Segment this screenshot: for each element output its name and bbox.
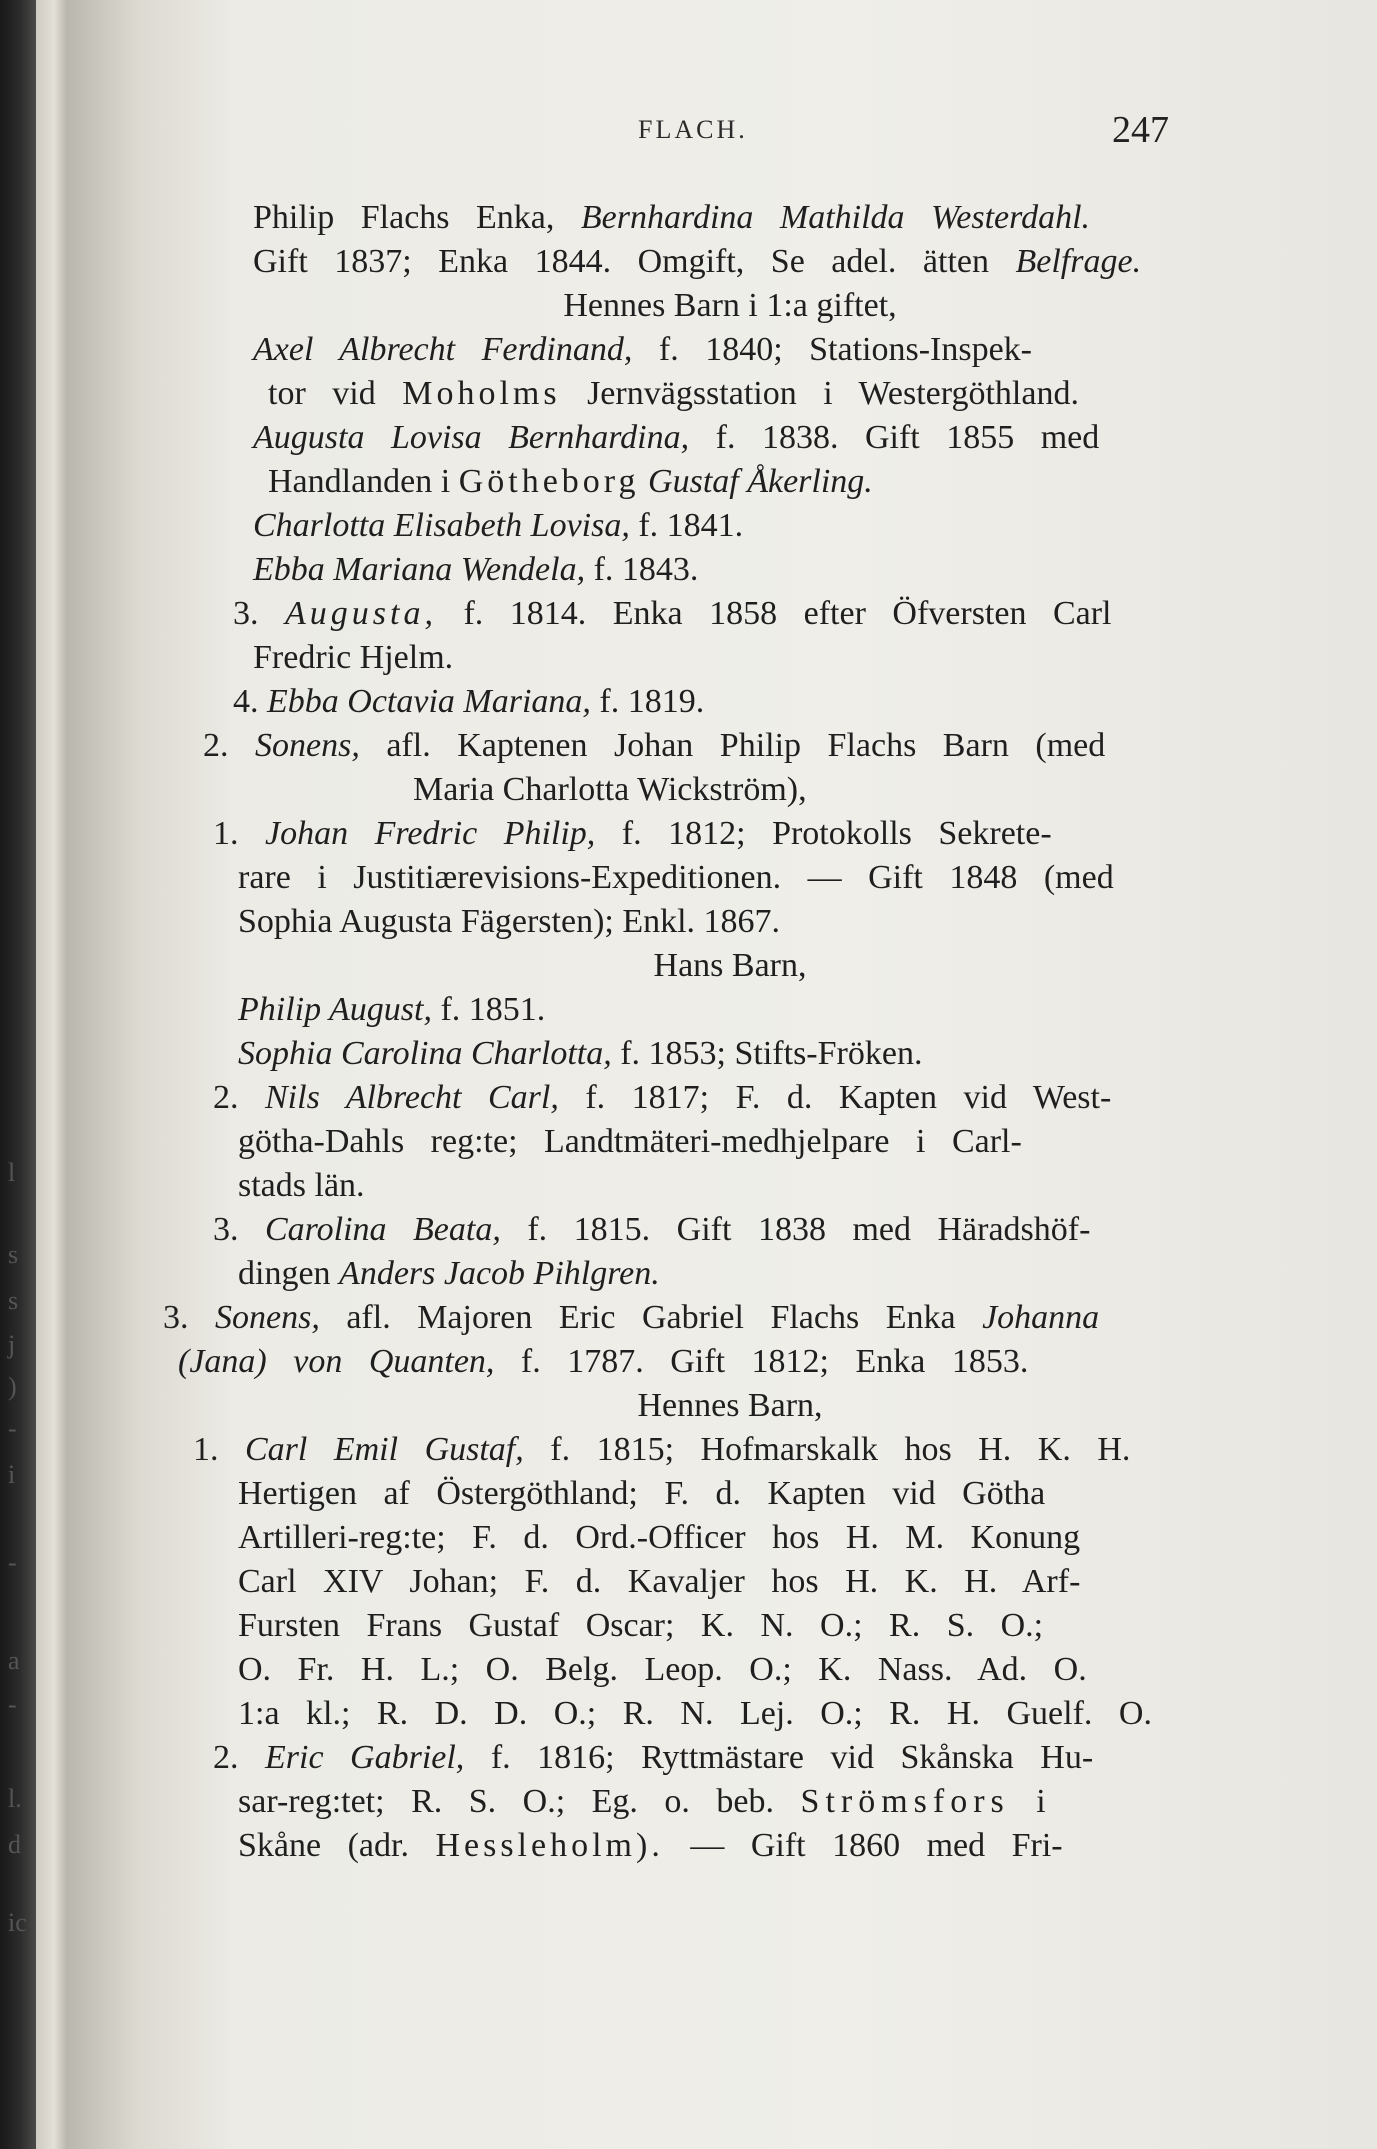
text-segment: Johanna xyxy=(982,1299,1100,1336)
text-segment: tor vid xyxy=(268,375,403,412)
text-segment: Sonens, xyxy=(255,727,360,764)
text-line xyxy=(413,768,807,812)
text-line xyxy=(253,548,698,592)
text-line xyxy=(253,328,1032,372)
text-segment: Artilleri-reg:te; F. d. Ord.-Officer hos H. M. Konung xyxy=(238,1519,1081,1556)
text-line xyxy=(238,1692,1152,1736)
text-segment: Handlanden i xyxy=(268,463,459,500)
text-segment: Nils Albrecht Carl, xyxy=(265,1079,559,1116)
text-line xyxy=(253,240,1141,284)
text-segment: sar-reg:tet; R. S. O.; Eg. o. beb. xyxy=(238,1783,801,1820)
text-line xyxy=(163,1296,1099,1340)
text-segment: 2. xyxy=(213,1739,265,1776)
text-segment: f. 1819. xyxy=(590,683,705,720)
text-segment: 1:a kl.; R. D. D. O.; R. N. Lej. O.; R. H. Guelf. O. xyxy=(238,1695,1152,1732)
text-line xyxy=(238,1604,1043,1648)
text-segment: Jernvägsstation i Westergöthland. xyxy=(560,375,1079,412)
text-segment: — Gift 1860 med Fri- xyxy=(663,1827,1063,1864)
facing-page-edge xyxy=(36,0,66,2149)
text-segment: Hennes Barn, xyxy=(637,1387,823,1424)
text-line xyxy=(238,1252,660,1296)
text-line xyxy=(240,944,1220,988)
margin-fragment: i xyxy=(8,1460,16,1489)
text-segment: f. 1843. xyxy=(585,551,699,588)
text-segment: dingen xyxy=(238,1255,340,1292)
text-segment: Axel Albrecht Ferdinand, xyxy=(253,331,633,368)
text-line xyxy=(240,1384,1220,1428)
text-line xyxy=(268,460,873,504)
text-segment: Strömsfors xyxy=(800,1783,1010,1820)
text-segment: f. 1787. Gift 1812; Enka 1853. xyxy=(494,1343,1029,1380)
text-segment: f. 1817; F. d. Kapten vid West- xyxy=(558,1079,1112,1116)
text-segment: (Jana) von Quanten, xyxy=(178,1343,495,1380)
text-line xyxy=(203,724,1105,768)
text-segment: f. 1851. xyxy=(431,991,546,1028)
text-segment: Hertigen af Östergöthland; F. d. Kapten vid Götha xyxy=(238,1475,1046,1512)
text-segment: götha-Dahls reg:te; Landtmäteri-medhjelpare i Carl- xyxy=(238,1123,1022,1160)
margin-fragment: - xyxy=(8,1690,17,1719)
text-segment: f. 1840; Stations-Inspek- xyxy=(632,331,1033,368)
text-segment: 1. xyxy=(193,1431,245,1468)
text-segment: 1. xyxy=(213,815,265,852)
text-line xyxy=(240,284,1220,328)
text-segment: f. 1812; Protokolls Sekrete- xyxy=(595,815,1052,852)
text-segment: 2. xyxy=(203,727,255,764)
text-line xyxy=(213,1736,1093,1780)
margin-fragment: ) xyxy=(8,1372,17,1401)
margin-fragment: s xyxy=(8,1286,19,1315)
text-segment: Augusta, xyxy=(285,595,437,632)
margin-fragment: d xyxy=(8,1830,21,1859)
running-head: FLACH. xyxy=(638,115,748,144)
text-segment: 3. xyxy=(213,1211,265,1248)
text-segment: 3. xyxy=(163,1299,215,1336)
margin-fragment: s xyxy=(8,1240,19,1269)
text-segment: afl. Kaptenen Johan Philip Flachs Barn (med xyxy=(359,727,1106,764)
text-segment: Hans Barn, xyxy=(653,947,807,984)
text-segment: Eric Gabriel, xyxy=(265,1739,465,1776)
text-segment: Hennes Barn i 1:a giftet, xyxy=(563,287,897,324)
text-line xyxy=(253,416,1099,460)
text-line xyxy=(238,1164,365,1208)
text-segment: f. 1815; Hofmarskalk hos H. K. H. xyxy=(523,1431,1131,1468)
text-segment: rare i Justitiærevisions-Expeditionen. — Gift 1848 (med xyxy=(238,859,1114,896)
text-segment xyxy=(640,463,649,500)
text-segment: Carl Emil Gustaf, xyxy=(245,1431,524,1468)
margin-fragment: j xyxy=(8,1330,16,1359)
text-segment: Gift 1837; Enka 1844. Omgift, Se adel. ätten xyxy=(253,243,1016,280)
text-line xyxy=(238,1560,1080,1604)
text-segment: O. Fr. H. L.; O. Belg. Leop. O.; K. Nass. Ad. O. xyxy=(238,1651,1087,1688)
text-line xyxy=(193,1428,1130,1472)
text-line xyxy=(238,1780,1046,1824)
book-gutter-shadow xyxy=(0,0,36,2149)
text-line xyxy=(213,1076,1111,1120)
text-segment: Carolina Beata, xyxy=(265,1211,501,1248)
text-line xyxy=(238,1648,1087,1692)
text-segment: afl. Majoren Eric Gabriel Flachs Enka xyxy=(319,1299,983,1336)
text-segment: Philip August, xyxy=(238,991,432,1028)
text-segment: Ebba Octavia Mariana, xyxy=(267,683,591,720)
text-line xyxy=(268,372,1079,416)
text-segment: Gustaf Åkerling. xyxy=(648,463,873,500)
margin-fragment: l xyxy=(8,1158,16,1187)
text-segment: Charlotta Elisabeth Lovisa, xyxy=(253,507,630,544)
text-segment: 2. xyxy=(213,1079,265,1116)
margin-fragment: - xyxy=(8,1414,17,1443)
text-line xyxy=(238,1472,1045,1516)
text-line xyxy=(213,812,1052,856)
text-segment: Johan Fredric Philip, xyxy=(265,815,596,852)
text-segment: Philip Flachs Enka, xyxy=(253,199,581,236)
text-segment: Maria Charlotta Wickström), xyxy=(413,771,807,808)
text-segment: Hessleholm). xyxy=(435,1827,664,1864)
margin-fragment: - xyxy=(8,1548,17,1577)
text-segment: f. 1841. xyxy=(629,507,744,544)
text-line xyxy=(233,680,704,724)
text-line xyxy=(253,636,453,680)
text-segment: i xyxy=(1009,1783,1046,1820)
text-line xyxy=(238,1824,1063,1868)
text-segment: f. 1853; Stifts-Fröken. xyxy=(611,1035,923,1072)
text-line xyxy=(238,1516,1080,1560)
margin-fragment: l. xyxy=(8,1784,22,1813)
text-segment: Sonens, xyxy=(215,1299,320,1336)
text-line xyxy=(253,196,1090,240)
text-segment: 4. xyxy=(233,683,267,720)
text-segment: Belfrage. xyxy=(1015,243,1142,280)
text-segment: Bernhardina Mathilda Westerdahl. xyxy=(580,199,1091,236)
text-line xyxy=(233,592,1112,636)
text-segment: Carl XIV Johan; F. d. Kavaljer hos H. K. H. Arf- xyxy=(238,1563,1081,1600)
margin-fragment: a xyxy=(8,1646,20,1675)
text-segment: Sophia Carolina Charlotta, xyxy=(238,1035,612,1072)
text-line xyxy=(238,988,545,1032)
text-segment: f. 1816; Ryttmästare vid Skånska Hu- xyxy=(464,1739,1094,1776)
text-segment: Sophia Augusta Fägersten); Enkl. 1867. xyxy=(238,903,781,940)
text-line xyxy=(178,1340,1028,1384)
text-segment: Ebba Mariana Wendela, xyxy=(253,551,586,588)
text-line xyxy=(238,900,780,944)
text-segment: Anders Jacob Pihlgren. xyxy=(339,1255,660,1292)
text-segment: Götheborg xyxy=(458,463,640,500)
text-line xyxy=(253,504,743,548)
page-number: 247 xyxy=(1112,109,1169,151)
margin-fragment: ic xyxy=(8,1908,27,1937)
text-line xyxy=(238,856,1114,900)
text-segment: f. 1814. Enka 1858 efter Öfversten Carl xyxy=(436,595,1112,632)
text-segment: Augusta Lovisa Bernhardina, xyxy=(253,419,690,456)
text-segment: f. 1815. Gift 1838 med Häradshöf- xyxy=(500,1211,1091,1248)
text-segment: Fursten Frans Gustaf Oscar; K. N. O.; R. S. O.; xyxy=(238,1607,1044,1644)
text-line xyxy=(213,1208,1090,1252)
text-line xyxy=(238,1032,922,1076)
text-segment: Skåne (adr. xyxy=(238,1827,436,1864)
text-segment: f. 1838. Gift 1855 med xyxy=(689,419,1100,456)
text-segment: Moholms xyxy=(402,375,561,412)
text-segment: Fredric Hjelm. xyxy=(253,639,454,676)
text-segment: stads län. xyxy=(238,1167,365,1204)
text-segment: 3. xyxy=(233,595,285,632)
text-line xyxy=(238,1120,1022,1164)
